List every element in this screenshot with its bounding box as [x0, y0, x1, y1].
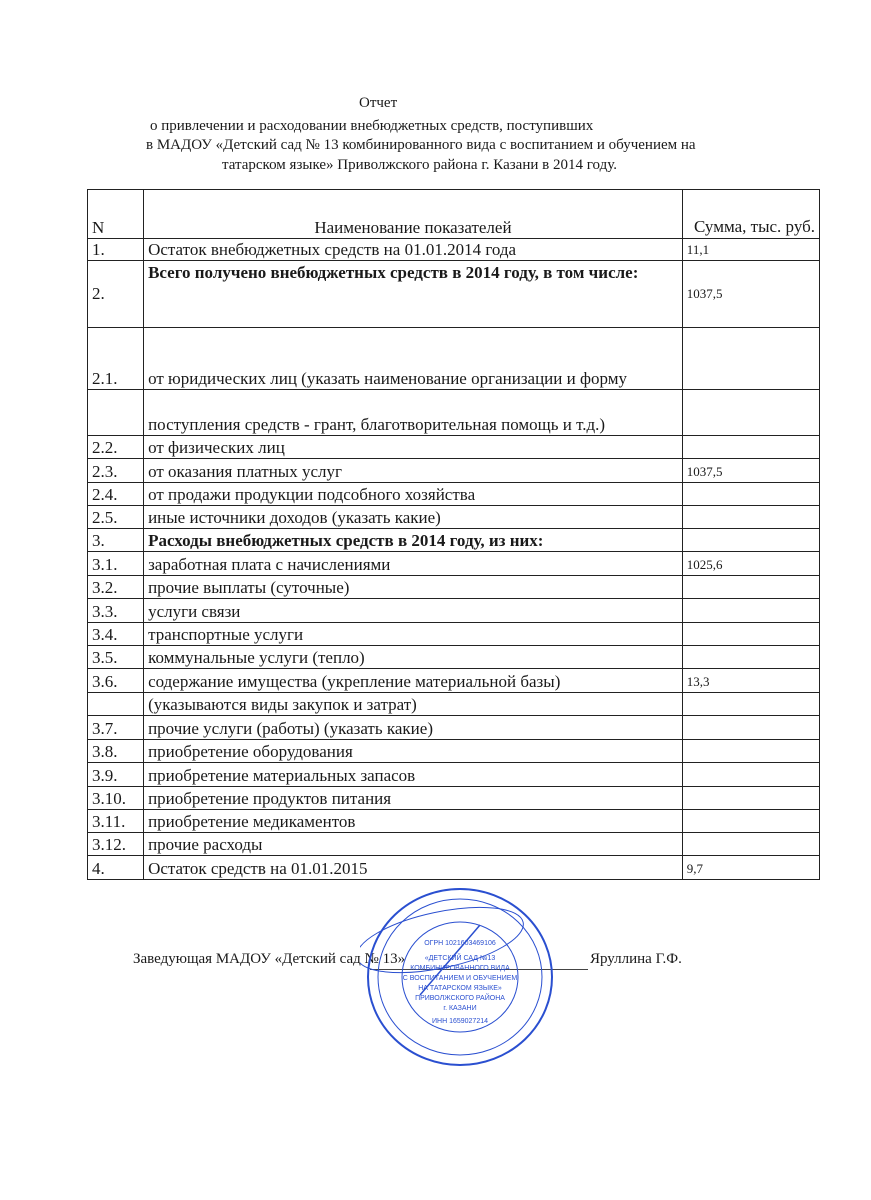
row-number: 2.1. [88, 328, 144, 390]
table-row [88, 623, 820, 646]
row-name: приобретение продуктов питания [144, 787, 683, 810]
table-row [88, 787, 820, 810]
row-number: 2.4. [88, 483, 144, 506]
row-name: содержание имущества (укрепление материальной базы) [144, 669, 683, 693]
row-name: Остаток внебюджетных средств на 01.01.2014 года [144, 239, 683, 261]
header-n: N [88, 190, 144, 239]
row-sum: 1025,6 [682, 552, 819, 576]
row-sum: 9,7 [682, 856, 819, 880]
header-sum: Сумма, тыс. руб. [682, 190, 819, 239]
stamp-ogrn: ОГРН 1021603469106 [424, 940, 496, 947]
table-row [88, 436, 820, 459]
svg-text:г. КАЗАНИ: г. КАЗАНИ [443, 1005, 477, 1012]
row-name: Остаток средств на 01.01.2015 [144, 856, 683, 880]
row-sum: 13,3 [682, 669, 819, 693]
table-row [88, 552, 820, 576]
row-number: 2.3. [88, 459, 144, 483]
row-number [88, 390, 144, 436]
table-row [88, 459, 820, 483]
table-row [88, 740, 820, 763]
svg-text:ПРИВОЛЖСКОГО РАЙОНА: ПРИВОЛЖСКОГО РАЙОНА [415, 995, 505, 1002]
table-row [88, 669, 820, 693]
row-number: 2. [88, 261, 144, 328]
row-number: 3. [88, 529, 144, 552]
row-sum [682, 810, 819, 833]
table-row [88, 328, 820, 390]
svg-text:«ДЕТСКИЙ САД №13: «ДЕТСКИЙ САД №13 [424, 955, 496, 962]
row-number: 4. [88, 856, 144, 880]
report-table [87, 189, 820, 880]
row-sum [682, 716, 819, 740]
row-name: от физических лиц [144, 436, 683, 459]
title-line-4: татарском языке» Приволжского района г. Казани в 2014 году. [222, 157, 617, 173]
row-number: 3.10. [88, 787, 144, 810]
row-sum [682, 693, 819, 716]
row-sum [682, 506, 819, 529]
table-row [88, 390, 820, 436]
row-name: Расходы внебюджетных средств в 2014 году, из них: [144, 529, 683, 552]
svg-text:КОМБИНИРОВАННОГО ВИДА: КОМБИНИРОВАННОГО ВИДА [410, 965, 510, 972]
row-sum [682, 787, 819, 810]
table-row [88, 599, 820, 623]
row-number: 3.9. [88, 763, 144, 787]
row-sum [682, 740, 819, 763]
official-stamp [360, 885, 560, 1070]
table-row [88, 646, 820, 669]
row-number: 3.6. [88, 669, 144, 693]
row-name: Всего получено внебюджетных средств в 2014 году, в том числе: [144, 261, 683, 328]
row-sum [682, 328, 819, 390]
row-sum [682, 763, 819, 787]
table-row [88, 261, 820, 328]
row-number: 3.4. [88, 623, 144, 646]
row-number: 3.2. [88, 576, 144, 599]
row-name: коммунальные услуги (тепло) [144, 646, 683, 669]
row-number: 3.8. [88, 740, 144, 763]
row-name: приобретение материальных запасов [144, 763, 683, 787]
row-sum [682, 436, 819, 459]
table-row [88, 693, 820, 716]
table-row [88, 716, 820, 740]
table-row [88, 576, 820, 599]
table-row [88, 810, 820, 833]
row-sum: 1037,5 [682, 261, 819, 328]
row-sum [682, 390, 819, 436]
row-sum [682, 483, 819, 506]
row-number: 3.3. [88, 599, 144, 623]
header-name: Наименование показателей [144, 190, 683, 239]
row-sum: 1037,5 [682, 459, 819, 483]
row-name: (указываются виды закупок и затрат) [144, 693, 683, 716]
row-number: 2.5. [88, 506, 144, 529]
document-title: Отчет [359, 95, 398, 111]
row-sum [682, 646, 819, 669]
table-row [88, 763, 820, 787]
row-name: прочие расходы [144, 833, 683, 856]
table-row [88, 483, 820, 506]
row-sum [682, 599, 819, 623]
table-row [88, 239, 820, 261]
row-number: 3.11. [88, 810, 144, 833]
row-number: 3.7. [88, 716, 144, 740]
svg-text:С ВОСПИТАНИЕМ И ОБУЧЕНИЕМ: С ВОСПИТАНИЕМ И ОБУЧЕНИЕМ [402, 975, 518, 982]
row-sum [682, 623, 819, 646]
row-name: прочие услуги (работы) (указать какие) [144, 716, 683, 740]
row-name: приобретение медикаментов [144, 810, 683, 833]
row-name: приобретение оборудования [144, 740, 683, 763]
row-name: от оказания платных услуг [144, 459, 683, 483]
table-row [88, 529, 820, 552]
row-name: заработная плата с начислениями [144, 552, 683, 576]
row-name: поступления средств - грант, благотворительная помощь и т.д.) [144, 390, 683, 436]
row-sum [682, 529, 819, 552]
table-row [88, 856, 820, 880]
title-line-3: в МАДОУ «Детский сад № 13 комбинированного вида с воспитанием и обучением на [146, 137, 696, 153]
stamp-inn: ИНН 1659027214 [431, 1018, 489, 1025]
table-row [88, 506, 820, 529]
row-sum: 11,1 [682, 239, 819, 261]
table-header-row [88, 190, 820, 239]
svg-text:НА ТАТАРСКОМ ЯЗЫКЕ»: НА ТАТАРСКОМ ЯЗЫКЕ» [418, 985, 502, 992]
row-name: прочие выплаты (суточные) [144, 576, 683, 599]
row-name: от юридических лиц (указать наименование организации и форму [144, 328, 683, 390]
row-name: транспортные услуги [144, 623, 683, 646]
signature-position: Заведующая МАДОУ «Детский сад № 13» [133, 951, 406, 967]
signature-name: Яруллина Г.Ф. [590, 951, 682, 967]
row-sum [682, 576, 819, 599]
row-number: 3.12. [88, 833, 144, 856]
row-number: 3.1. [88, 552, 144, 576]
row-name: иные источники доходов (указать какие) [144, 506, 683, 529]
row-number [88, 693, 144, 716]
row-number: 1. [88, 239, 144, 261]
row-number: 2.2. [88, 436, 144, 459]
row-number: 3.5. [88, 646, 144, 669]
row-name: от продажи продукции подсобного хозяйства [144, 483, 683, 506]
row-name: услуги связи [144, 599, 683, 623]
title-line-2: о привлечении и расходовании внебюджетных средств, поступивших [150, 118, 594, 134]
table-row [88, 833, 820, 856]
row-sum [682, 833, 819, 856]
